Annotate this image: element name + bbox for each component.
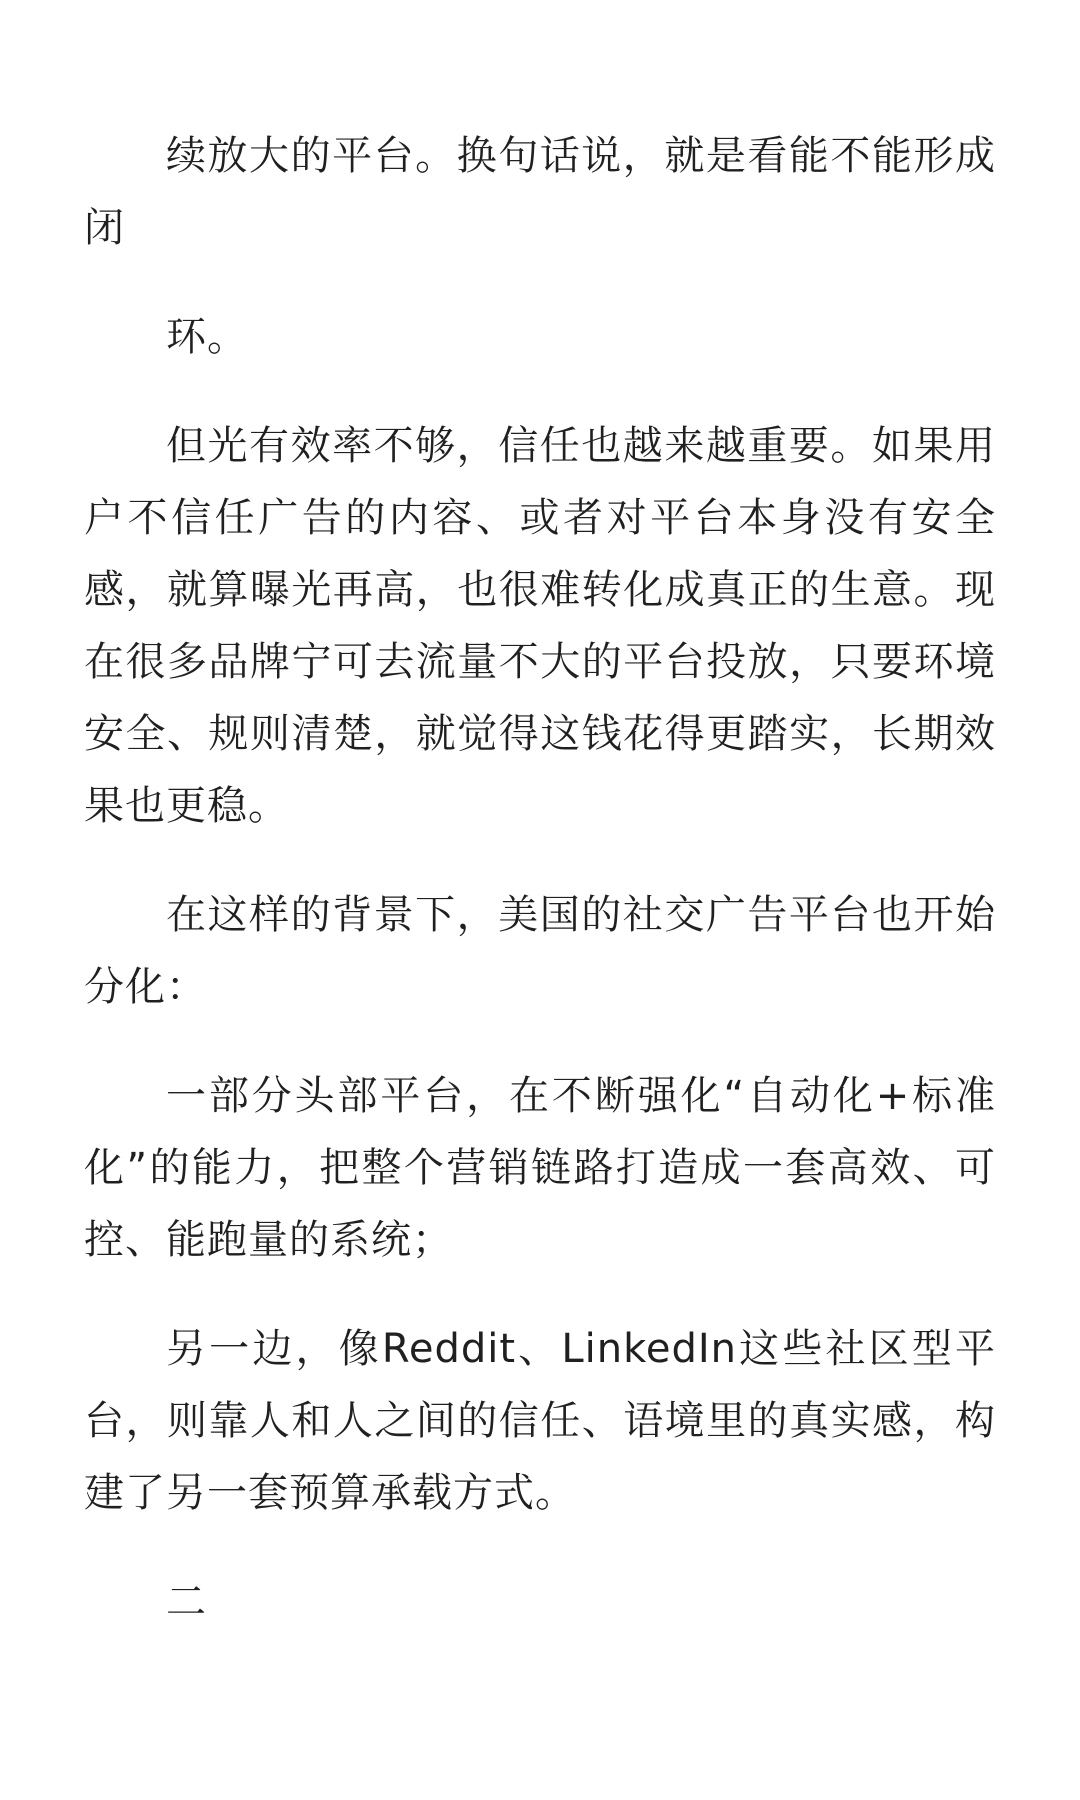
paragraph: 另一边，像Reddit、LinkedIn这些社区型平台，则靠人和人之间的信任、语境里的真实感，构建了另一套预算承载方式。 xyxy=(84,1326,996,1516)
article-body xyxy=(84,120,996,1675)
paragraph: 但光有效率不够，信任也越来越重要。如果用户不信任广告的内容、或者对平台本身没有安全感，就算曝光再高，也很难转化成真正的生意。现在很多品牌宁可去流量不大的平台投放，只要环境安全、规则清楚，就觉得这钱花得更踏实，长期效果也更稳。 xyxy=(84,423,996,829)
paragraph: 续放大的平台。换句话说，就是看能不能形成闭 xyxy=(84,133,996,251)
paragraph: 一部分头部平台，在不断强化“自动化+标准化”的能力，把整个营销链路打造成一套高效、可控、能跑量的系统； xyxy=(84,1073,996,1263)
paragraph: 在这样的背景下，美国的社交广告平台也开始分化： xyxy=(84,892,996,1010)
paragraph: 环。 xyxy=(166,314,248,360)
section-title: 二 xyxy=(166,1579,207,1625)
